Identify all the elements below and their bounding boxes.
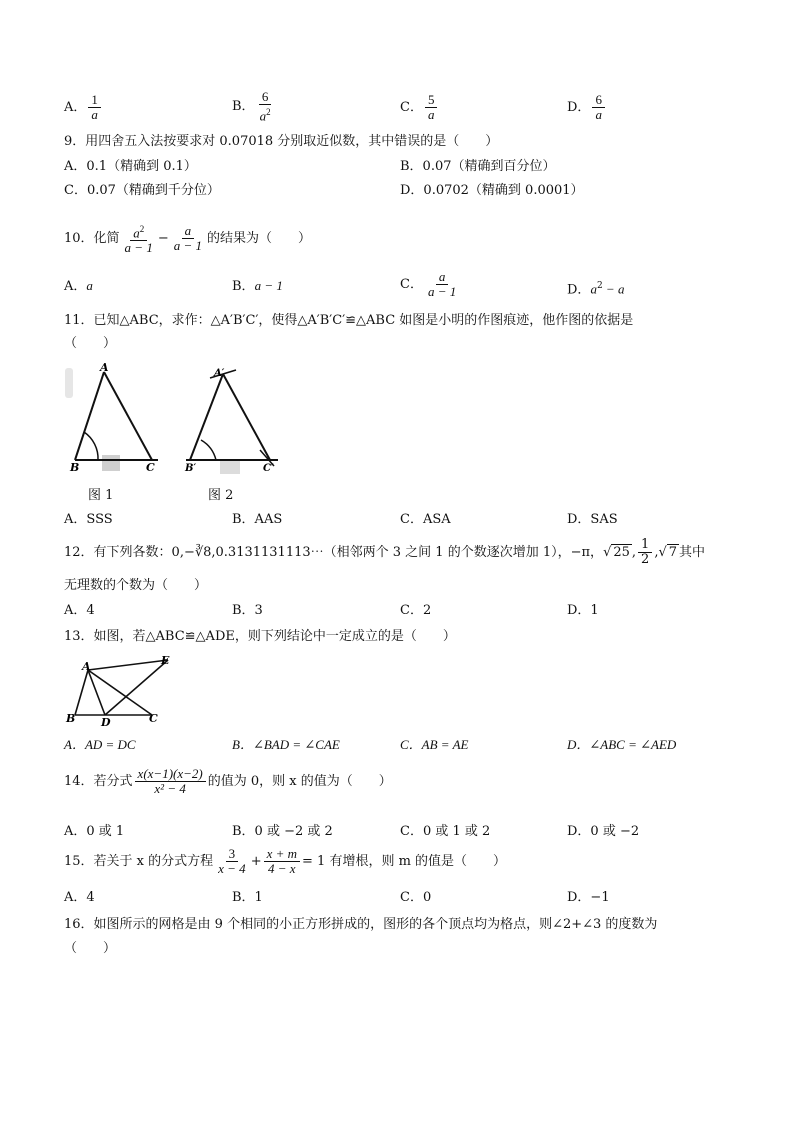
q8-option-c: C． $\frac{5}{a}$ <box>400 93 439 122</box>
label-a: A <box>82 660 91 673</box>
q11-stem: 11．已知△ABC，求作：△A′B′C′，使得△A′B′C′≌△ABC 如图是小明的作图痕迹，他作图的依据是 <box>64 313 634 328</box>
q12-stem: 12．有下列各数：0,−∛8,0.3131131113⋯（相邻两个 3 之间 1 的个数逐次增加 1），−π，√ 25 , $\frac{1}{2}$ ,√ 7 其中 <box>64 537 706 567</box>
q11-option-d: D．SAS <box>567 512 618 527</box>
q15-option-a: A．4 <box>64 890 95 905</box>
q10-option-d: D．$a^2 - a$ <box>567 281 625 298</box>
q14-stem: 14．若分式 $\frac{x(x-1)(x-2)}{\text{x² − 4}}$ 的值为 0，则 x 的值为（ ） <box>64 766 392 796</box>
label-b: B <box>70 461 80 474</box>
label-b: B <box>66 712 76 725</box>
q13-option-a: A．AD = DC <box>64 737 136 752</box>
label-d: D <box>101 716 111 727</box>
q15-option-d: D．−1 <box>567 890 610 905</box>
triangle-abc <box>75 372 158 460</box>
figure-2-caption: 图 2 <box>208 488 234 503</box>
q13-figure <box>60 652 180 727</box>
q16-paren: （ ） <box>64 941 117 956</box>
q12-line2: 无理数的个数为（ ） <box>64 578 208 593</box>
label-c: C <box>149 712 158 725</box>
q12-option-c: C．2 <box>400 603 432 618</box>
q9-option-b: B．0.07（精确到百分位） <box>400 159 556 174</box>
q14-option-d: D．0 或 −2 <box>567 824 640 839</box>
q11-option-a: A．SSS <box>64 512 113 527</box>
q9-option-d: D．0.0702（精确到 0.0001） <box>400 183 584 198</box>
q9-option-a: A．0.1（精确到 0.1） <box>64 159 197 174</box>
q16-stem: 16．如图所示的网格是由 9 个相同的小正方形拼成的，图形的各个顶点均为格点，则∠2+∠3 的度数为 <box>64 917 658 932</box>
triangle-a2b2c2 <box>186 370 278 466</box>
scan-mark <box>220 460 240 474</box>
label-c: C <box>146 461 155 474</box>
label-b-prime: B′ <box>185 463 197 474</box>
q11-paren: （ ） <box>64 336 117 351</box>
q14-option-a: A．0 或 1 <box>64 824 125 839</box>
q11-option-c: C．ASA <box>400 512 451 527</box>
label-c-prime: C′ <box>263 463 274 474</box>
q12-option-d: D．1 <box>567 603 599 618</box>
q10-option-c: C． $\frac{a}{a - 1}$ <box>400 269 457 299</box>
q11-figure <box>60 360 290 475</box>
q10-option-a: A．a <box>64 278 93 294</box>
q12-option-a: A．4 <box>64 603 95 618</box>
label-a: A <box>100 361 109 374</box>
label-a-prime: A′ <box>214 368 225 379</box>
q14-option-b: B．0 或 −2 或 2 <box>232 824 333 839</box>
q9-stem: 9．用四舍五入法按要求对 0.07018 分别取近似数，其中错误的是（ ） <box>64 134 499 149</box>
q12-option-b: B．3 <box>232 603 263 618</box>
q15-option-c: C．0 <box>400 890 432 905</box>
q10-stem: 10．化简 $\frac{a^2}{a - 1}$ − $\frac{a}{a - 1}$ 的结果为（ ） <box>64 223 312 256</box>
q10-option-b: B．a − 1 <box>232 278 283 294</box>
q8-option-d: D． $\frac{6}{a}$ <box>567 93 607 122</box>
label-e: E <box>161 654 170 667</box>
q8-option-b: B． $\frac{6}{a^2}$ <box>232 89 271 124</box>
q14-option-c: C．0 或 1 或 2 <box>400 824 491 839</box>
q13-option-c: C．AB = AE <box>400 737 469 752</box>
q15-option-b: B．1 <box>232 890 263 905</box>
q8-option-a: A． $\frac{1}{a}$ <box>64 93 103 122</box>
q11-option-b: B．AAS <box>232 512 283 527</box>
figure-1-caption: 图 1 <box>88 488 114 503</box>
q13-option-b: B．∠BAD = ∠CAE <box>232 737 340 752</box>
scan-mark <box>102 455 120 471</box>
q9-option-c: C．0.07（精确到千分位） <box>64 183 220 198</box>
q13-stem: 13．如图，若△ABC≌△ADE，则下列结论中一定成立的是（ ） <box>64 629 456 644</box>
scan-mark <box>65 368 73 398</box>
q15-stem: 15．若关于 x 的分式方程 $\frac{3}{x - 4}$ + $\frac{x + m}{4 - x}$ = 1 有增根，则 m 的值是（ ） <box>64 846 507 876</box>
q13-option-d: D．∠ABC = ∠AED <box>567 737 677 752</box>
